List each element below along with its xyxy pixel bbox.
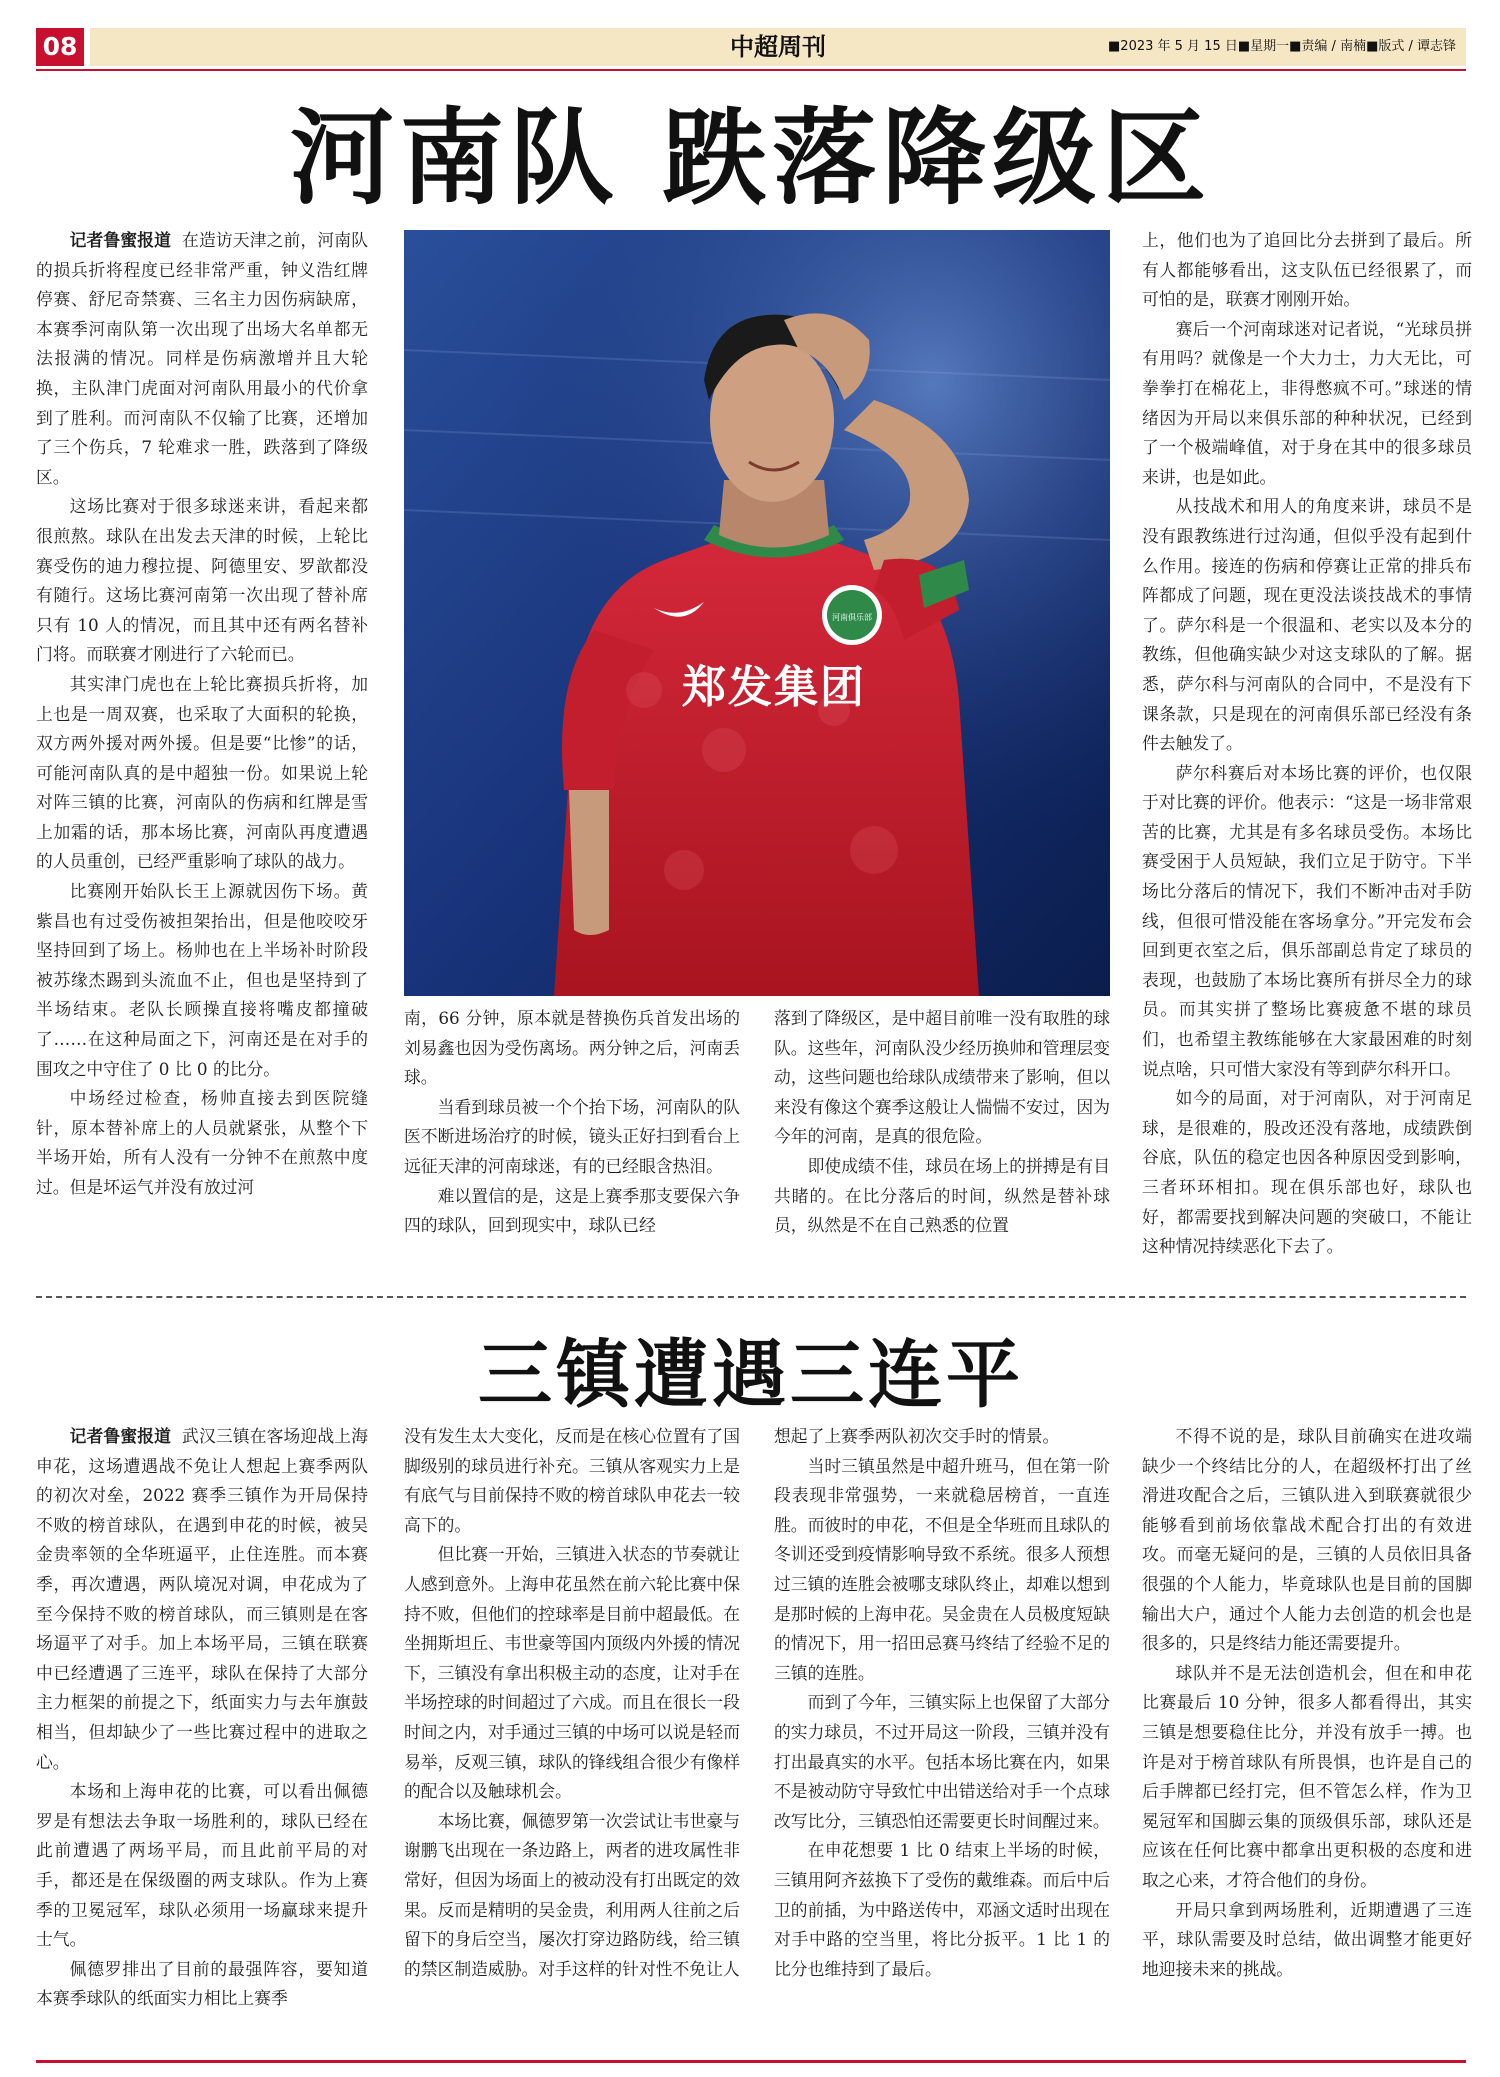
footer-rule xyxy=(36,2060,1466,2063)
article1-paragraph: 赛后一个河南球迷对记者说，“光球员拼有用吗？就像是一个大力士，力大无比，可拳拳打在棉花上，非得憋疯不可。”球迷的情绪因为开局以来俱乐部的种种状况，已经到了一个极端峰值，对于身在其中的很多球员来讲，也是如此。 xyxy=(1142,318,1472,487)
article2-paragraph: 当时三镇虽然是中超升班马，但在第一阶段表现非常强势，一来就稳居榜首，一直连胜。而彼时的申花，不但是全华班而且球队的冬训还受到疫情影响导致不系统。很多人预想过三镇的连胜会被哪支球队终止，却难以想到是那时候的上海申花。吴金贵在人员极度短缺的情况下，用一招田忌赛马终结了经验不足的三镇的连胜。 xyxy=(774,1455,1110,1683)
article2-paragraph: 球队并不是无法创造机会，但在和申花比赛最后 10 分钟，很多人都看得出，其实三镇是想要稳住比分，并没有放手一搏。也许是对于榜首球队有所畏惧，也许是自己的后手牌都已经打完，但不管怎么样，作为卫冕冠军和国脚云集的顶级俱乐部，球队还是应该在任何比赛中都拿出更积极的态度和进取之心来，才符合他们的身份。 xyxy=(1142,1662,1472,1890)
article2-column-1 xyxy=(36,1422,368,2014)
article2-paragraph: 不得不说的是，球队目前确实在进攻端缺少一个终结比分的人，在超级杯打出了丝滑进攻配合之后，三镇队进入到联赛就很少能够看到前场依靠战术配合打出的有效进攻。而毫无疑问的是，三镇的人员依旧具备很强的个人能力，毕竟球队也是目前的国脚输出大户，通过个人能力去创造的机会也是很多的，只是终结力能还需要提升。 xyxy=(1142,1426,1472,1654)
club-badge xyxy=(822,585,882,645)
article2-column-2 xyxy=(404,1422,740,1984)
article1-column-1 xyxy=(36,226,368,1203)
article2-paragraph: 本场比赛，佩德罗第一次尝试让韦世豪与谢鹏飞出现在一条边路上，两者的进攻属性非常好，但因为场面上的被动没有打出既定的效果。反而是精明的吴金贵，利用两人往前之后留下的身后空当，屡次打穿边路防线，给三镇的禁区制造威胁。对手这样的针对性不免让人 xyxy=(404,1810,740,1979)
article2-paragraph: 想起了上赛季两队初次交手时的情景。 xyxy=(774,1426,1060,1446)
article-divider xyxy=(36,1296,1466,1298)
article1-paragraph: 比赛刚开始队长王上源就因伤下场。黄紫昌也有过受伤被担架抬出，但是他咬咬牙坚持回到了场上。杨帅也在上半场补时阶段被苏缘杰踢到头流血不止，但也是坚持到了半场结束。老队长顾操直接将嘴皮都撞破了……在这种局面之下，河南还是在对手的围攻之中守住了 0 比 0 的比分。 xyxy=(36,881,368,1079)
badge-text: 河南俱乐部 xyxy=(832,613,872,622)
article1-paragraph: 这场比赛对于很多球迷来讲，看起来都很煎熬。球队在出发去天津的时候，上轮比赛受伤的迪力穆拉提、阿德里安、罗歆都没有随行。这场比赛河南第一次出现了替补席只有 10 人的情况，而且其中还有两名替补门将。而联赛才刚进行了六轮而已。 xyxy=(36,496,368,665)
header-band xyxy=(90,28,1466,66)
article1-paragraph: 中场经过检查，杨帅直接去到医院缝针，原本替补席上的人员就紧张，从整个下半场开始，所有人没有一分钟不在煎熬中度过。但是坏运气并没有放过河 xyxy=(36,1088,368,1197)
headline-sanzhen: 三镇遭遇三连平 xyxy=(478,1332,1024,1418)
section-title: 中超周刊 xyxy=(730,33,826,61)
article2-column-3 xyxy=(774,1422,1110,1984)
article1-paragraph: 其实津门虎也在上轮比赛损兵折将，加上也是一周双赛，也采取了大面积的轮换，双方两外援对两外援。但是要“比惨”的话，可能河南队真的是中超独一份。如果说上轮对阵三镇的比赛，河南队的伤病和红牌是雪上加霜的话，那本场比赛，河南队再度遭遇的人员重创，已经严重影响了球队的战力。 xyxy=(36,673,368,872)
article1-paragraph: 萨尔科赛后对本场比赛的评价，也仅限于对比赛的评价。他表示：“这是一场非常艰苦的比赛，尤其是有多名球员受伤。本场比赛受困于人员短缺，我们立足于防守。下半场比分落后的情况下，我们不断冲击对手防线，但很可惜没能在客场拿分。”开完发布会回到更衣室之后，俱乐部副总肯定了球员的表现，也鼓励了本场比赛所有拼尽全力的球员。而其实拼了整场比赛疲惫不堪的球员们，也希望主教练能够在大家最困难的时刻说点啥，只可惜大家没有等到萨尔科开口。 xyxy=(1142,762,1472,1079)
article2-paragraph: 而到了今年，三镇实际上也保留了大部分的实力球员，不过开局这一阶段，三镇并没有打出最真实的水平。包括本场比赛在内，如果不是被动防守导致忙中出错送给对手一个点球改写比分，三镇恐怕还需要更长时间醒过来。 xyxy=(774,1692,1110,1831)
article1-paragraph: 如今的局面，对于河南队，对于河南足球，是很难的，股改还没有落地，成绩跌倒谷底，队伍的稳定也因各种原因受到影响，三者环环相扣。现在俱乐部也好，球队也好，都需要找到解决问题的突破口，不能让这种情况持续恶化下去了。 xyxy=(1142,1088,1472,1257)
article1-paragraph: 南，66 分钟，原本就是替换伤兵首发出场的刘易鑫也因为受伤离场。两分钟之后，河南丢球。 xyxy=(404,1008,740,1088)
page-number: 08 xyxy=(36,28,84,66)
article2-paragraph: 佩德罗排出了目前的最强阵容，要知道本赛季球队的纸面实力相比上赛季 xyxy=(36,1958,368,2009)
article1-paragraph: 记者鲁蜜报道 在造访天津之前，河南队的损兵折将程度已经非常严重，钟义浩红牌停赛、舒尼奇禁赛、三名主力因伤病缺席，本赛季河南队第一次出现了出场大名单都无法报满的情况。同样是伤病激增并且大轮换，主队津门虎面对河南队用最小的代价拿到了胜利。而河南队不仅输了比赛，还增加了三个伤兵，7 轮难求一胜，跌落到了降级区。 xyxy=(36,230,368,487)
article2-paragraph: 在申花想要 1 比 0 结束上半场的时候，三镇用阿齐兹换下了受伤的戴维森。而后中后卫的前插，为中路送传中，邓涵文适时出现在对手中路的空当里，将比分扳平。1 比 1 的比分也维持到了最后。 xyxy=(774,1840,1110,1979)
article2-paragraph: 没有发生太大变化，反而是在核心位置有了国脚级别的球员进行补充。三镇从客观实力上是有底气与目前保持不败的榜首球队申花去一较高下的。 xyxy=(404,1426,740,1535)
player-photo-illustration xyxy=(404,230,1110,996)
article2-paragraph: 本场和上海申花的比赛，可以看出佩德罗是有想法去争取一场胜利的，球队已经在此前遭遇了两场平局，而且此前平局的对手，都还是在保级圈的两支球队。作为上赛季的卫冕冠军，球队必须用一场赢球来提升士气。 xyxy=(36,1781,368,1950)
article2-paragraph: 开局只拿到两场胜利，近期遭遇了三连平，球队需要及时总结，做出调整才能更好地迎接未来的挑战。 xyxy=(1142,1899,1472,1979)
article2-paragraph: 记者鲁蜜报道 武汉三镇在客场迎战上海申花，这场遭遇战不免让人想起上赛季两队的初次对垒，2022 赛季三镇作为开局保持不败的榜首球队，在遇到申花的时候，被吴金贵率领的全华班逼平，止住连胜。而本赛季，再次遭遇，两队境况对调，申花成为了至今保持不败的榜首球队，而三镇则是在客场逼平了对手。加上本场平局，三镇在联赛中已经遭遇了三连平，球队在保持了大部分主力框架的前提之下，纸面实力与去年旗鼓相当，但却缺少了一些比赛过程中的进取之心。 xyxy=(36,1426,368,1772)
article1-column-4 xyxy=(1142,226,1472,1262)
byline: 记者鲁蜜报道 xyxy=(69,230,172,250)
article1-paragraph: 即使成绩不佳，球员在场上的拼搏是有目共睹的。在比分落后的时间，纵然是替补球员，纵然是不在自己熟悉的位置 xyxy=(774,1155,1110,1236)
article1-column-2 xyxy=(404,1004,740,1241)
header-rule xyxy=(36,69,1466,71)
article1-paragraph: 落到了降级区，是中超目前唯一没有取胜的球队。这些年，河南队没少经历换帅和管理层变动，这些问题也给球队成绩带来了影响，但以来没有像这个赛季这般让人惴惴不安过，因为今年的河南，是真的很危险。 xyxy=(774,1008,1110,1147)
article2-paragraph: 但比赛一开始，三镇进入状态的节奏就让人感到意外。上海申花虽然在前六轮比赛中保持不败，但他们的控球率是目前中超最低。在坐拥斯坦丘、韦世豪等国内顶级内外援的情况下，三镇没有拿出积极主动的态度，让对手在半场控球的时间超过了六成。而且在很长一段时间之内，对手通过三镇的中场可以说是轻而易举，反观三镇，球队的锋线组合很少有像样的配合以及触球机会。 xyxy=(404,1544,740,1802)
article1-paragraph: 当看到球员被一个个抬下场，河南队的队医不断进场治疗的时候，镜头正好扫到看台上远征天津的河南球迷，有的已经眼含热泪。 xyxy=(404,1096,740,1176)
byline: 记者鲁蜜报道 xyxy=(69,1426,172,1446)
headline-henan: 河南队 跌落降级区 xyxy=(289,97,1213,219)
article1-paragraph: 难以置信的是，这是上赛季那支要保六争四的球队，回到现实中，球队已经 xyxy=(404,1185,740,1236)
page-header xyxy=(36,28,1466,66)
article1-paragraph: 从技战术和用人的角度来讲，球员不是没有跟教练进行过沟通，但似乎没有起到什么作用。接连的伤病和停赛让正常的排兵布阵都成了问题，现在更没法谈技战术的事情了。萨尔科是一个很温和、老实以及本分的教练，但他确实缺少对这支球队的了解。据悉，萨尔科与河南队的合同中，不是没有下课条款，只是现在的河南俱乐部已经没有条件去触发了。 xyxy=(1142,496,1472,754)
jersey-sponsor-text: 郑发集团 xyxy=(682,662,866,713)
article1-column-3 xyxy=(774,1004,1110,1241)
player-photo xyxy=(404,230,1110,996)
article1-paragraph: 上，他们也为了追回比分去拼到了最后。所有人都能够看出，这支队伍已经很累了，而可怕的是，联赛才刚刚开始。 xyxy=(1142,230,1472,310)
issue-info: ■2023 年 5 月 15 日■星期一■责编 / 南楠■版式 / 谭志锋 xyxy=(1108,39,1456,54)
article2-column-4 xyxy=(1142,1422,1472,1984)
